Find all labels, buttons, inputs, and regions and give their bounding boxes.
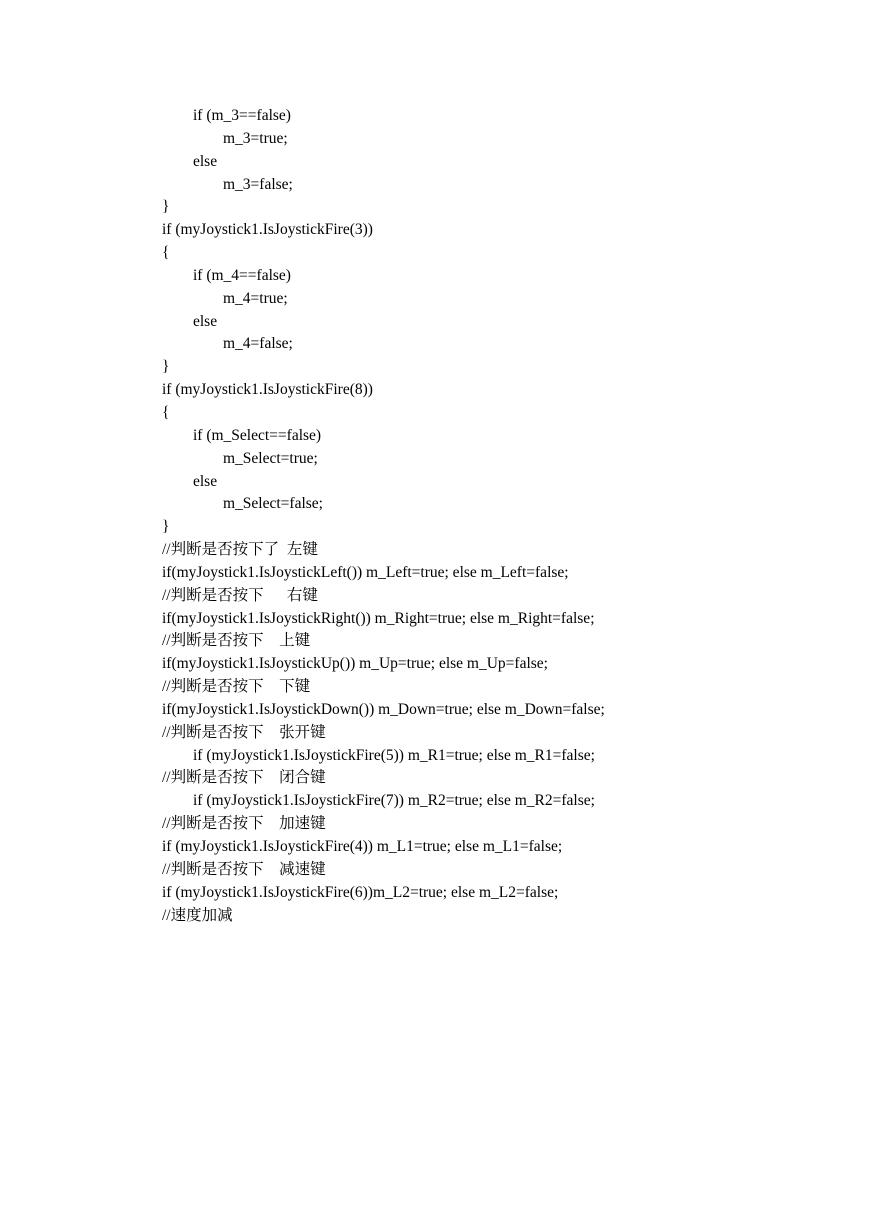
code-line: } [162, 518, 170, 536]
comment-line: //判断是否按下 右键 [162, 586, 318, 604]
code-line: if (myJoystick1.IsJoystickFire(6))m_L2=true; else m_L2=false; [162, 883, 559, 901]
comment-line: //判断是否按下 上键 [162, 632, 311, 650]
code-line: if(myJoystick1.IsJoystickDown()) m_Down=true; else m_Down=false; [162, 700, 605, 718]
code-line: } [162, 358, 170, 376]
comment-line: //判断是否按下 减速键 [162, 860, 326, 878]
code-line: { [162, 244, 170, 262]
code-line: m_4=true; [223, 289, 288, 307]
comment-line: //判断是否按下 下键 [162, 678, 311, 696]
code-line: if (myJoystick1.IsJoystickFire(3)) [162, 221, 373, 239]
comment-line: //判断是否按下 闭合键 [162, 769, 326, 787]
code-line: if(myJoystick1.IsJoystickLeft()) m_Left=true; else m_Left=false; [162, 563, 569, 581]
code-line: if (m_Select==false) [193, 426, 322, 444]
code-line: if (myJoystick1.IsJoystickFire(8)) [162, 381, 373, 399]
code-line: else [193, 472, 218, 490]
comment-line: //速度加减 [162, 906, 233, 924]
code-line: else [193, 152, 218, 170]
code-line: } [162, 198, 170, 216]
code-line: m_3=true; [223, 129, 288, 147]
code-line: m_4=false; [223, 335, 293, 353]
code-line: if (myJoystick1.IsJoystickFire(4)) m_L1=true; else m_L1=false; [162, 838, 563, 855]
code-line: if (m_3==false) [193, 107, 291, 124]
code-listing [162, 105, 605, 927]
code-line: m_Select=false; [223, 495, 323, 513]
code-line: if (myJoystick1.IsJoystickFire(7)) m_R2=true; else m_R2=false; [193, 792, 595, 810]
comment-line: //判断是否按下了 左键 [162, 541, 318, 559]
comment-line: //判断是否按下 加速键 [162, 815, 326, 833]
code-line: m_Select=true; [223, 449, 318, 467]
code-line: if (m_4==false) [193, 266, 291, 284]
code-line: if (myJoystick1.IsJoystickFire(5)) m_R1=true; else m_R1=false; [193, 746, 595, 764]
code-line: { [162, 403, 170, 421]
code-line: m_3=false; [223, 175, 293, 193]
comment-line: //判断是否按下 张开键 [162, 723, 326, 741]
code-line: else [193, 312, 218, 330]
code-line: if(myJoystick1.IsJoystickUp()) m_Up=true; else m_Up=false; [162, 655, 548, 673]
code-line: if(myJoystick1.IsJoystickRight()) m_Right=true; else m_Right=false; [162, 609, 595, 627]
